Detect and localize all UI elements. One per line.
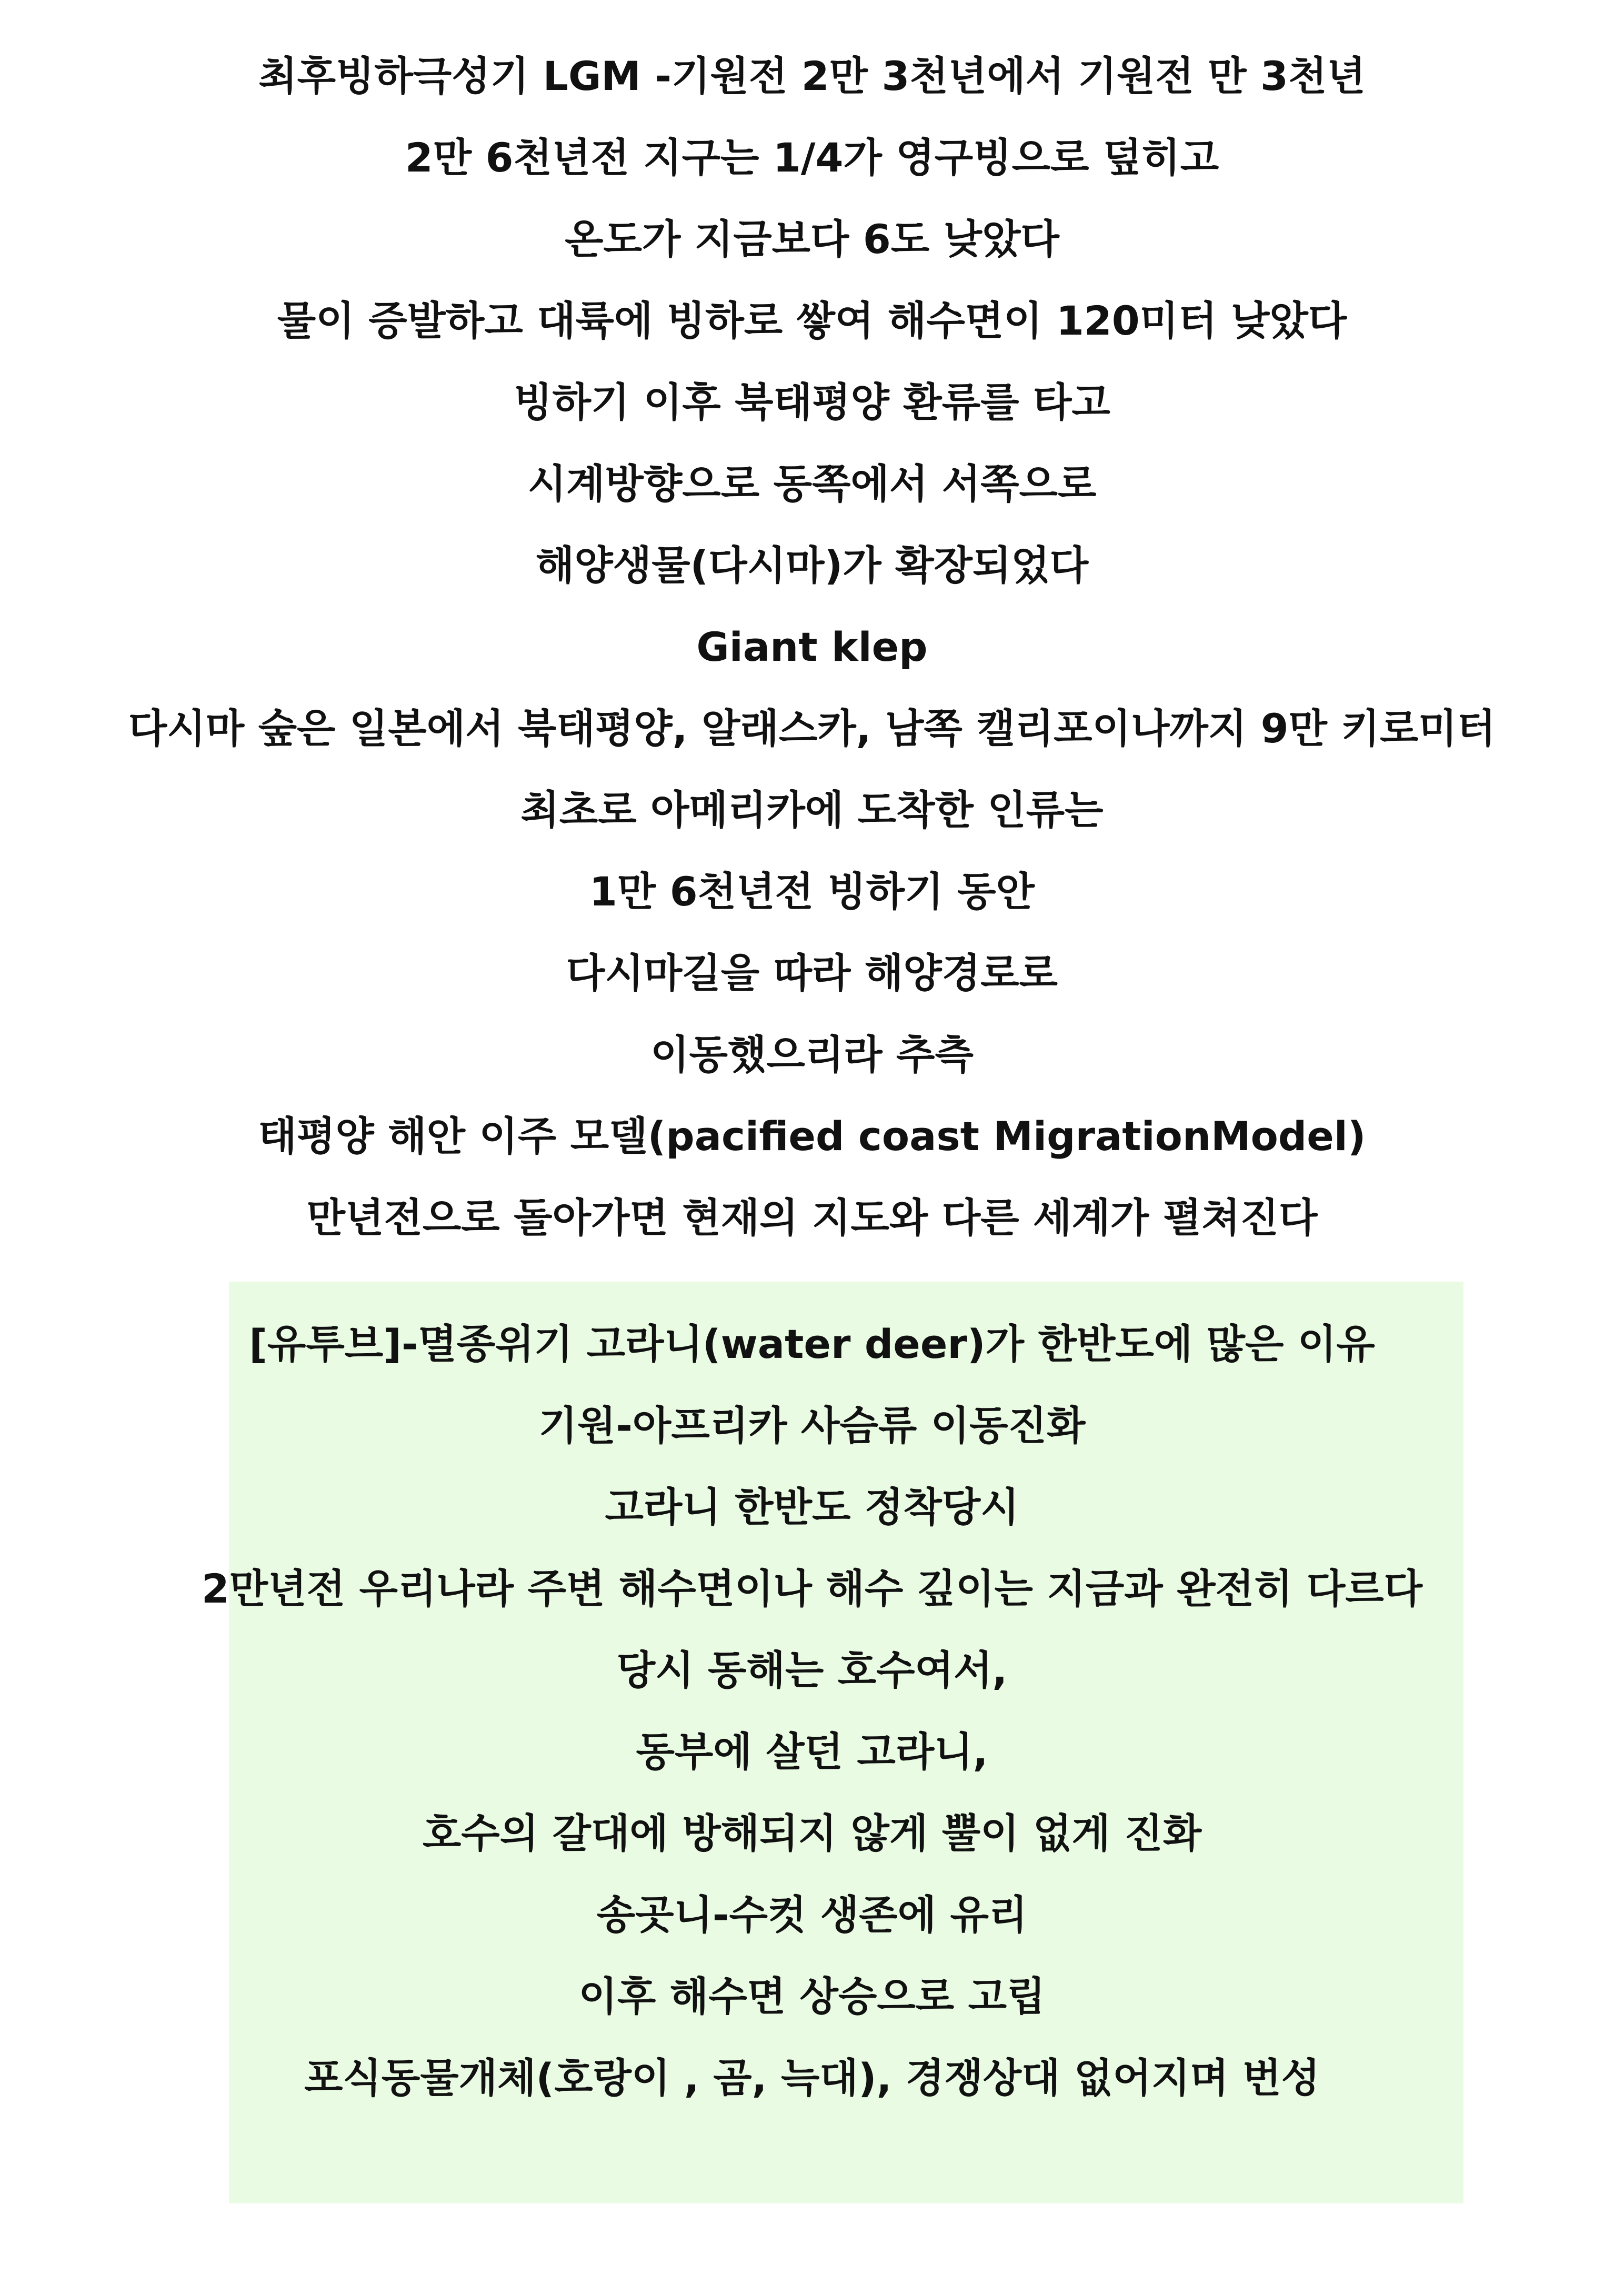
box-text-line: [유투브]-멸종위기 고라니(water deer)가 한반도에 많은 이유 [249,1321,1375,1367]
text-line: 이동했으리라 추측 [650,1031,974,1078]
text-line: 최후빙하극성기 LGM -기원전 2만 3천년에서 기원전 만 3천년 [258,53,1366,99]
box-text-line: 기원-아프리카 사슴류 이동진화 [538,1402,1086,1449]
text-line: 최초로 아메리카에 도착한 인류는 [520,787,1104,833]
box-text-line: 송곳니-수컷 생존에 유리 [596,1891,1028,1938]
text-line: 1만 6천년전 빙하기 동안 [589,868,1035,915]
box-text-line: 2만년전 우리나라 주변 해수면이나 해수 깊이는 지금과 완전히 다르다 [201,1565,1423,1612]
text-line: Giant klep [696,623,928,670]
text-line: 만년전으로 돌아가면 현재의 지도와 다른 세계가 펼쳐진다 [306,1194,1318,1241]
text-line: 물이 증발하고 대륙에 빙하로 쌓여 해수면이 120미터 낮았다 [277,297,1347,344]
text-line: 태평양 해안 이주 모델(pacified coast MigrationModel) [258,1113,1366,1160]
text-line: 다시마길을 따라 해양경로로 [566,950,1058,996]
text-line: 시계방향으로 동쪽에서 서쪽으로 [527,460,1097,507]
box-text-line: 이후 해수면 상승으로 고립 [578,1973,1046,2020]
text-line: 해양생물(다시마)가 확장되었다 [535,542,1089,589]
box-text-line: 동부에 살던 고라니, [636,1728,988,1775]
box-text-line: 고라니 한반도 정착당시 [605,1484,1019,1530]
text-line: 빙하기 이후 북태평양 환류를 타고 [514,379,1110,426]
text-line: 온도가 지금보다 6도 낮았다 [565,216,1059,263]
box-text-line: 호수의 갈대에 방해되지 않게 뿔이 없게 진화 [422,1810,1202,1857]
text-line: 다시마 숲은 일본에서 북태평양, 알래스카, 남쪽 캘리포이나까지 9만 키로미터 [128,705,1496,752]
box-text-line: 당시 동해는 호수여서, [616,1647,1008,1694]
text-line: 2만 6천년전 지구는 1/4가 영구빙으로 덮히고 [405,134,1219,181]
box-text-line: 포식동물개체(호랑이 , 곰, 늑대), 경쟁상대 없어지며 번성 [304,2055,1320,2101]
